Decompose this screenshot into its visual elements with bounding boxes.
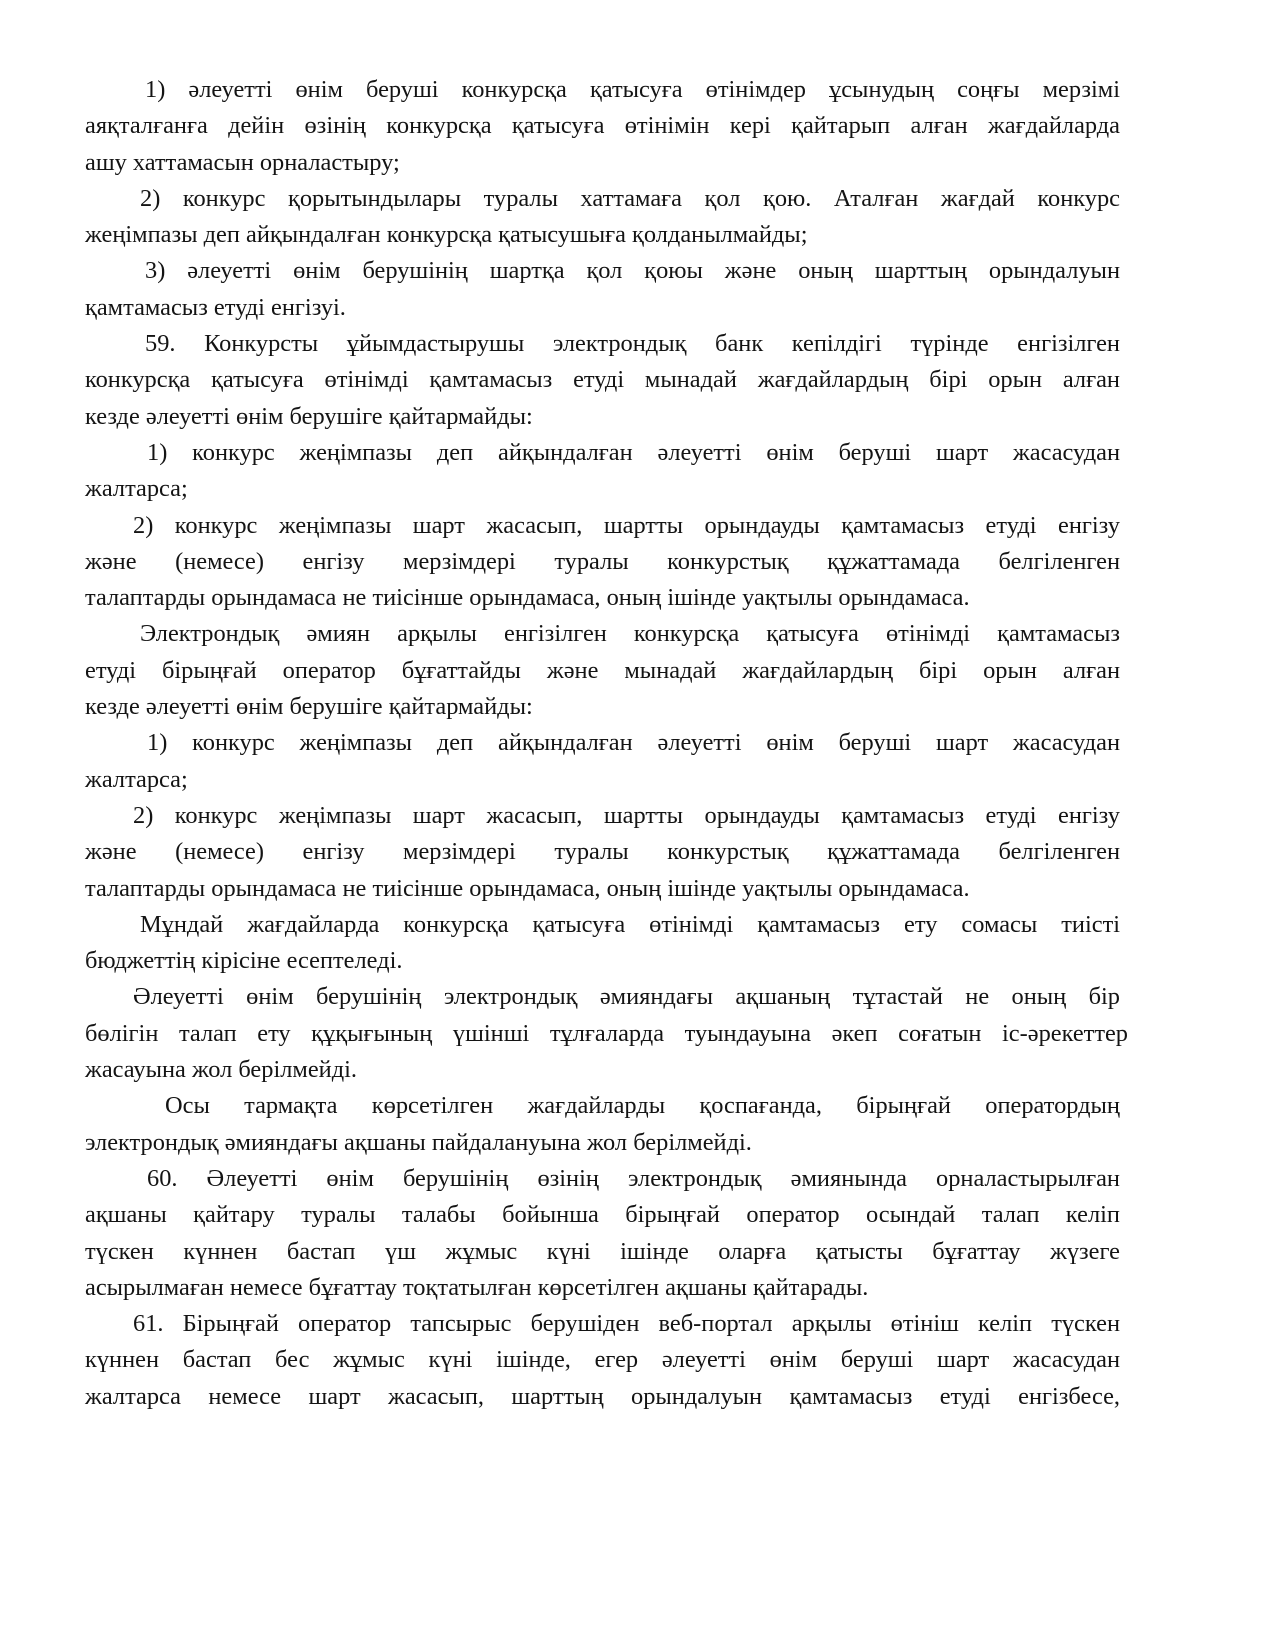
text-line: талаптарды орындамаса не тиісінше орындамаса, оның ішінде уақтылы орындамаса. [85,584,970,612]
text-line: 3) әлеуетті өнім берушінің шартқа қол қоюы және оның шарттың орындалуын [145,257,1120,285]
paragraph-item-1 [85,72,1120,181]
paragraph-third-parties [85,979,1128,1088]
paragraph-item-2 [85,181,1120,254]
text-line: 2) конкурс жеңімпазы шарт жасасып, шартты орындауды қамтамасыз етуді енгізу [133,511,1120,539]
text-line: 1) әлеуетті өнім беруші конкурсқа қатысуға өтінімдер ұсынудың соңғы мерзімі [145,76,1120,103]
text-line: Мұндай жағдайларда конкурсқа қатысуға өтінімді қамтамасыз ету сомасы тиісті [140,910,1120,938]
paragraph-exception [85,1088,1120,1161]
text-line: жасауына жол берілмейді. [85,1056,357,1084]
text-line: талаптарды орындамаса не тиісінше орындамаса, оның ішінде уақтылы орындамаса. [85,874,970,902]
paragraph-budget-revenue [85,907,1120,980]
text-line: Әлеуетті өнім берушінің электрондық әмияндағы ақшаның тұтастай не оның бір [133,983,1120,1011]
paragraph-wallet-item-2 [85,798,1120,907]
document-page [85,72,1128,1415]
text-line: асырылмаған немесе бұғаттау тоқтатылған көрсетілген ақшаны қайтарады. [85,1273,869,1301]
text-line: 2) конкурс жеңімпазы шарт жасасып, шартты орындауды қамтамасыз етуді енгізу [133,801,1120,829]
text-line: жеңімпазы деп айқындалған конкурсқа қатысушыға қолданылмайды; [85,221,808,249]
paragraph-wallet-item-1 [85,725,1120,798]
text-line: 59. Конкурсты ұйымдастырушы электрондық банк кепілдігі түрінде енгізілген [145,330,1120,358]
text-line: 1) конкурс жеңімпазы деп айқындалған әлеуетті өнім беруші шарт жасасудан [147,438,1120,466]
text-line: электрондық әмияндағы ақшаны пайдалануына жол берілмейді. [85,1128,752,1156]
text-line: Осы тармақта көрсетілген жағдайларды қоспағанда, бірыңғай оператордың [165,1092,1120,1120]
text-line: ашу хаттамасын орналастыру; [85,148,400,176]
text-line: етуді бірыңғай оператор бұғаттайды және мынадай жағдайлардың бірі орын алған [85,656,1120,684]
text-line: жалтарса; [85,475,188,503]
text-line: және (немесе) енгізу мерзімдері туралы конкурстық құжаттамада белгіленген [85,547,1120,575]
text-line: 60. Әлеуетті өнім берушінің өзінің электрондық әмиянында орналастырылған [147,1164,1120,1192]
text-line: жалтарса; [85,765,188,793]
text-line: 1) конкурс жеңімпазы деп айқындалған әлеуетті өнім беруші шарт жасасудан [147,729,1120,757]
paragraph-61 [85,1306,1120,1415]
text-line: қамтамасыз етуді енгізуі. [85,293,346,321]
paragraph-59-item-2 [85,508,1120,617]
text-line: аяқталғанға дейін өзінің конкурсқа қатысуға өтінімін кері қайтарып алған жағдайларда [85,112,1120,140]
paragraph-59-item-1 [85,435,1120,508]
text-line: бюджеттің кірісіне есептеледі. [85,947,403,975]
text-line: кезде әлеуетті өнім берушіге қайтармайды: [85,693,533,721]
text-line: 2) конкурс қорытындылары туралы хаттамаға қол қою. Аталған жағдай конкурс [140,184,1120,212]
paragraph-60 [85,1161,1120,1306]
text-line: күннен бастап бес жұмыс күні ішінде, егер әлеуетті өнім беруші шарт жасасудан [85,1346,1120,1374]
text-line: Электрондық әмиян арқылы енгізілген конкурсқа қатысуға өтінімді қамтамасыз [140,620,1120,648]
text-line: кезде әлеуетті өнім берушіге қайтармайды: [85,402,533,430]
text-line: және (немесе) енгізу мерзімдері туралы конкурстық құжаттамада белгіленген [85,838,1120,866]
paragraph-item-3 [85,253,1120,326]
paragraph-electronic-wallet [85,616,1120,725]
text-line: түскен күннен бастап үш жұмыс күні ішінде оларға қатысты бұғаттау жүзеге [85,1237,1120,1265]
text-line: жалтарса немесе шарт жасасып, шарттың орындалуын қамтамасыз етуді енгізбесе, [85,1382,1120,1410]
text-line: ақшаны қайтару туралы талабы бойынша бірыңғай оператор осындай талап келіп [85,1201,1120,1229]
text-line: 61. Бірыңғай оператор тапсырыс берушіден веб-портал арқылы өтініш келіп түскен [133,1310,1120,1338]
paragraph-59 [85,326,1120,435]
text-line: конкурсқа қатысуға өтінімді қамтамасыз етуді мынадай жағдайлардың бірі орын алған [85,366,1120,394]
text-line: бөлігін талап ету құқығының үшінші тұлғаларда туындауына әкеп соғатын іс-әрекеттер [85,1019,1128,1047]
